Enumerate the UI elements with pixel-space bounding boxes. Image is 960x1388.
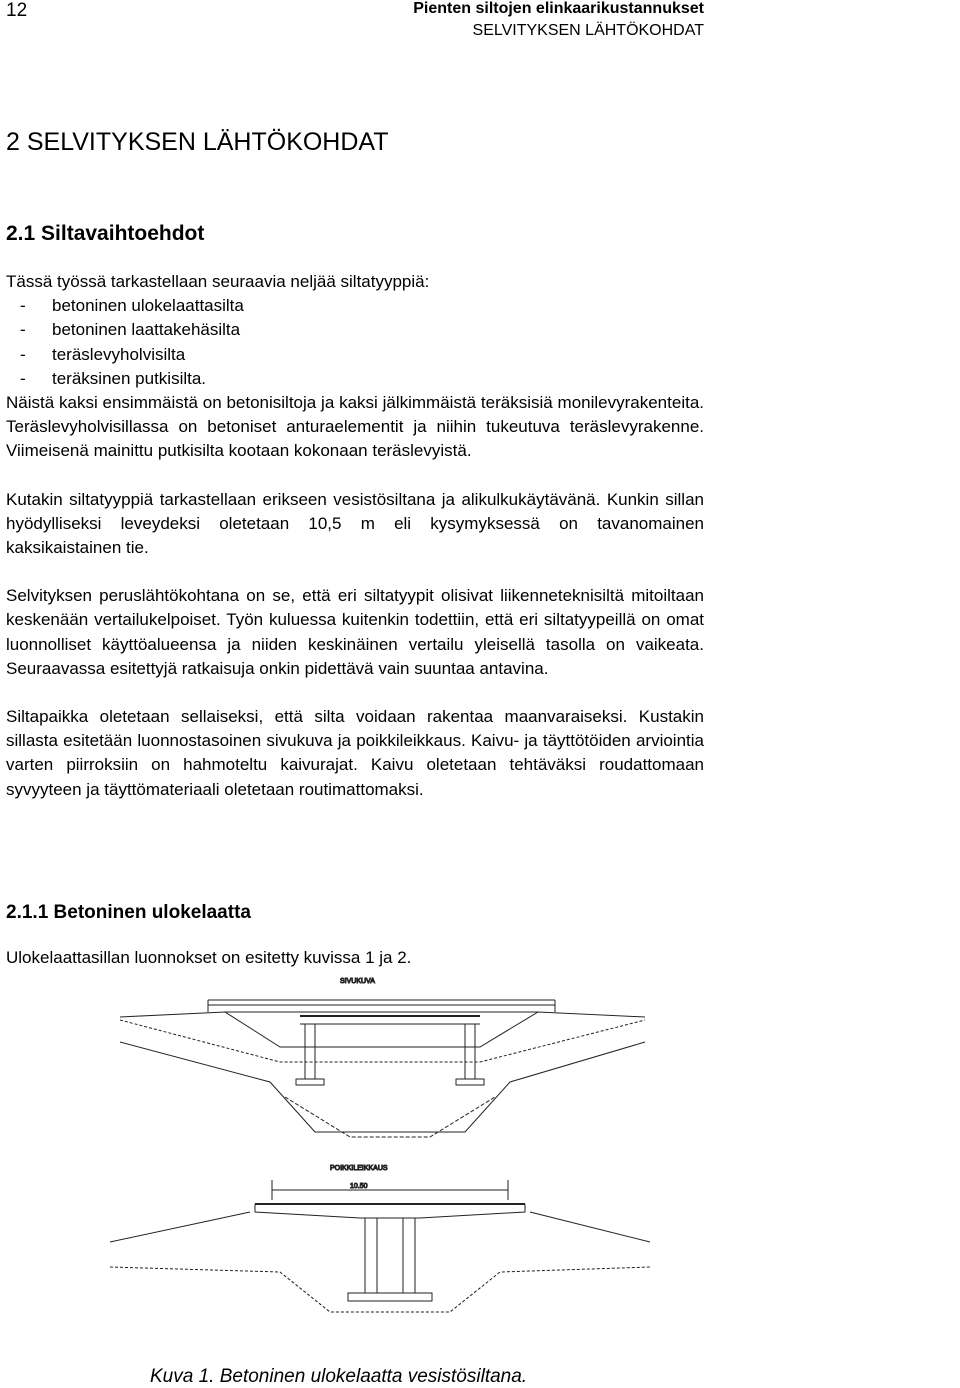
chapter-heading: 2 SELVITYKSEN LÄHTÖKOHDAT: [6, 128, 389, 156]
paragraph: Kutakin siltatyyppiä tarkastellaan erikseen vesistösiltana ja alikulkukäytävänä. Kunkin sillan hyödylliseksi leveydeksi oletetaan 10,5 m eli kysymyksessä on tavanomainen kaksikaistainen tie.: [6, 489, 704, 558]
side-view: [110, 1000, 650, 1312]
list-item-text: betoninen ulokelaattasilta: [52, 296, 244, 316]
side-view-label: SIVUKUVA: [340, 978, 375, 985]
figure-caption: Kuva 1. Betoninen ulokelaatta vesistösiltana.: [150, 1366, 528, 1387]
list-dash: -: [20, 296, 26, 316]
running-header-title: Pienten siltojen elinkaarikustannukset: [413, 0, 704, 17]
list-item: [6, 294, 704, 318]
list-item-text: betoninen laattakehäsilta: [52, 320, 241, 340]
cross-section: [110, 1180, 650, 1312]
cross-section-label: POIKKILEIKKAUS: [330, 1165, 388, 1172]
list-item: [6, 343, 704, 367]
list-dash: -: [20, 320, 26, 340]
bridge-drawing: [100, 972, 660, 1332]
paragraph: Siltapaikka oletetaan sellaiseksi, että silta voidaan rakentaa maanvaraiseksi. Kustakin sillasta esitetään luonnostasoinen sivukuva ja poikkileikkaus. Kaivu- ja täyttötöiden arviointia varten piirroksiin on hahmoteltu kaivurajat. Kaivu oletetaan tehtäväksi roudattomaan syvyyteen ja täyttömateriaali oletetaan routimattomaksi.: [6, 707, 704, 799]
body-text: [6, 270, 704, 802]
width-dimension: 10.50: [350, 1183, 368, 1190]
paragraph: Näistä kaksi ensimmäistä on betonisiltoja ja kaksi jälkimmäistä teräksisiä monilevyrakenteita. Teräslevyholvisillassa on betoniset anturaelementit ja niihin tukeutuva teräslevyrakenne. Viimeisenä mainittu putkisilta kootaan kokonaan teräslevyistä.: [6, 393, 704, 461]
section-heading: 2.1 Siltavaihtoehdot: [6, 222, 205, 245]
running-header-subtitle: SELVITYKSEN LÄHTÖKOHDAT: [472, 22, 704, 39]
list-item: [6, 367, 704, 391]
subsection-intro: Ulokelaattasillan luonnokset on esitetty kuvissa 1 ja 2.: [6, 948, 412, 967]
list-item-text: teräksinen putkisilta.: [52, 368, 207, 388]
list-dash: -: [20, 344, 26, 364]
list-dash: -: [20, 368, 26, 388]
bridge-type-list: [6, 294, 704, 391]
intro-paragraph: Tässä työssä tarkastellaan seuraavia neljää siltatyyppiä:: [6, 272, 430, 291]
subsection-heading: 2.1.1 Betoninen ulokelaatta: [6, 902, 251, 923]
list-item: [6, 318, 704, 342]
page-number: 12: [6, 0, 28, 21]
paragraph: Selvityksen peruslähtökohtana on se, että eri siltatyypit olisivat liikenneteknisiltä mitoiltaan keskenään vertailukelpoiset. Työn kuluessa kuitenkin todettiin, että eri siltatyypeillä on omat luonnolliset käyttöalueensa ja niiden keskinäinen vertailu yleisellä tasolla on vaikeata. Seuraavassa esitettyjä ratkaisuja onkin pidettävä vain suuntaa antavina.: [6, 586, 704, 678]
list-item-text: teräslevyholvisilta: [52, 344, 186, 364]
